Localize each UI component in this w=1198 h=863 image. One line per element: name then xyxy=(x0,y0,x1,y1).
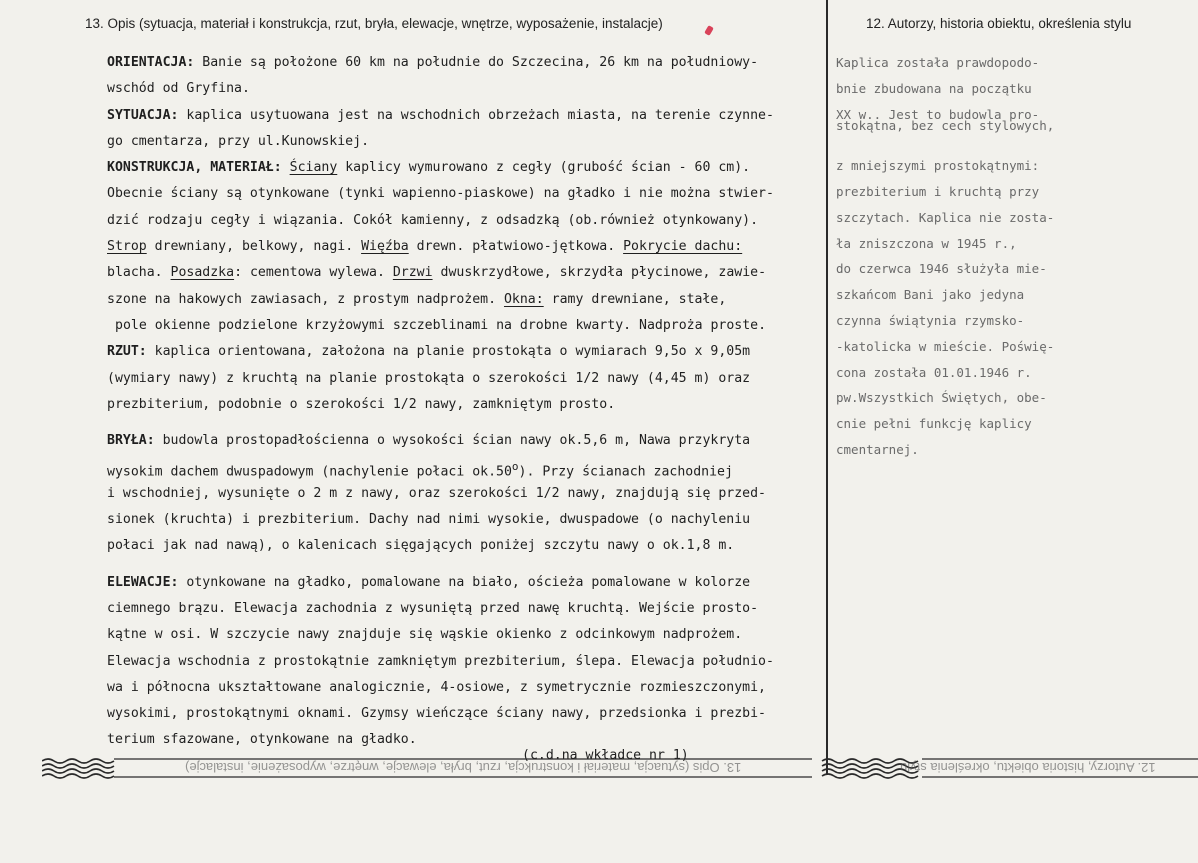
text-line: i wschodniej, wysunięte o 2 m z nawy, oraz szerokości 1/2 nawy, znajdują się przed- xyxy=(107,485,766,501)
text-line: BRYŁA: budowla prostopadłościenna o wysokości ścian nawy ok.5,6 m, Nawa przykryta xyxy=(107,433,751,449)
mirrored-header-imprint: 13. Opis (sytuacja, materiał i konstrukcja, rzut, bryła, elewacje, wnętrze, wyposażenie, instalacje) xyxy=(185,760,742,775)
text-line: bnie zbudowana na początku xyxy=(836,80,1032,96)
text-line: ELEWACJE: otynkowane na gładko, pomalowane na biało, ościeża pomalowane w kolorze xyxy=(107,574,751,590)
text-line: wysokimi, prostokątnymi oknami. Gzymsy wieńczące ściany nawy, przedsionka i prezbi- xyxy=(107,706,766,722)
text-line: Obecnie ściany są otynkowane (tynki wapienno-piaskowe) na gładko i nie można stwier- xyxy=(107,186,774,202)
text-line: stokątna, bez cech stylowych, xyxy=(836,118,1055,134)
text-line: z mniejszymi prostokątnymi: xyxy=(836,158,1040,174)
text-line: dzić rodzaju cegły i wiązania. Cokół kamienny, z odsadzką (ob.również otynkowany). xyxy=(107,212,759,228)
text-line: terium sfazowane, otynkowane na gładko. xyxy=(107,732,417,748)
description-section-header: 13. Opis (sytuacja, materiał i konstrukcja, rzut, bryła, elewacje, wnętrze, wyposażenie, instalacje) xyxy=(85,16,663,31)
text-line: pw.Wszystkich Świętych, obe- xyxy=(836,390,1047,406)
text-line: szone na hakowych zawiasach, z prostym nadprożem. Okna: ramy drewniane, stałe, xyxy=(107,291,727,307)
text-line: Kaplica została prawdopodo- xyxy=(836,55,1040,70)
description-text xyxy=(107,50,819,754)
text-line: KONSTRUKCJA, MATERIAŁ: Ściany kaplicy wymurowano z cegły (grubość ścian - 60 cm). xyxy=(107,160,751,176)
text-line: (wymiary nawy) z kruchtą na planie prostokąta o szerokości 1/2 nawy (4,45 m) oraz xyxy=(107,370,751,386)
text-line: SYTUACJA: kaplica usytuowana jest na wschodnich obrzeżach miasta, na terenie czynne- xyxy=(107,107,774,123)
mirrored-header-imprint: 12. Autorzy, historia obiektu, określenia stylu xyxy=(900,760,1156,775)
text-line: do czerwca 1946 służyła mie- xyxy=(836,261,1047,277)
text-line: Strop drewniany, belkowy, nagi. Więźba drewn. płatwiowo-jętkowa. Pokrycie dachu: xyxy=(107,239,743,255)
text-line: szkańcom Bani jako jedyna xyxy=(836,287,1025,303)
keyword: RZUT: xyxy=(107,344,147,360)
text-line: blacha. Posadzka: cementowa wylewa. Drzwi dwuskrzydłowe, skrzydła płycinowe, zawie- xyxy=(107,265,767,281)
text-line: -katolicka w mieście. Poświę- xyxy=(836,338,1055,354)
degree-mark: o xyxy=(511,460,519,474)
text-line: kątne w osi. W szczycie nawy znajduje się wąskie okienko z odcinkowym nadprożem. xyxy=(107,627,743,643)
text-line: cona została 01.01.1946 r. xyxy=(836,364,1032,380)
text-line: szczytach. Kaplica nie zosta- xyxy=(836,209,1055,225)
text-line: RZUT: kaplica orientowana, założona na planie prostokąta o wymiarach 9,5o x 9,05m xyxy=(107,344,751,360)
history-section-header: 12. Autorzy, historia obiektu, określenia stylu xyxy=(866,16,1132,31)
keyword: KONSTRUKCJA, MATERIAŁ: xyxy=(107,160,282,176)
text-line: wa i północna ukształtowane analogicznie, 4-osiowe, z symetrycznie rozmieszczonymi, xyxy=(107,679,766,695)
text-line: czynna świątynia rzymsko- xyxy=(836,312,1025,328)
text-line: wschód od Gryfina. xyxy=(107,81,250,97)
text-line: cnie pełni funkcję kaplicy xyxy=(836,416,1032,432)
text-line: połaci jak nad nawą), o kalenicach sięgających poniżej szczytu nawy o ok.1,8 m. xyxy=(107,538,735,554)
text-line: sionek (kruchta) i prezbiterium. Dachy nad nimi wysokie, dwuspadowe (o nachyleniu xyxy=(107,512,751,528)
keyword: ORIENTACJA: xyxy=(107,55,195,70)
text-line: pole okienne podzielone krzyżowymi szczeblinami na drobne kwarty. Nadproża proste. xyxy=(115,317,767,333)
paragraph-gap xyxy=(107,560,819,570)
keyword: BRYŁA: xyxy=(107,433,155,449)
keyword: ELEWACJE: xyxy=(107,574,179,590)
continuation-note: (c.d.na wkładce nr 1) xyxy=(522,748,689,763)
text-line: prezbiterium i kruchtą przy xyxy=(836,183,1040,199)
text-line: wysokim dachem dwuspadowym (nachylenie połaci ok.50$^o$). Przy ścianach zachodniej xyxy=(107,460,733,480)
text-line: Elewacja wschodnia z prostokątnie zamkniętym prezbiterium, ślepa. Elewacja południo- xyxy=(107,653,774,669)
text-line: XX w.. Jest to budowla pro- xyxy=(836,106,1040,122)
paragraph-gap xyxy=(107,418,819,428)
red-ink-mark xyxy=(704,25,714,36)
text-line: cmentarnej. xyxy=(836,441,919,457)
text-line: ciemnego brązu. Elewacja zachodnia z wysuniętą przed nawę kruchtą. Wejście prosto- xyxy=(107,600,759,616)
column-divider xyxy=(826,0,828,775)
keyword: SYTUACJA: xyxy=(107,107,179,123)
history-text xyxy=(836,50,1086,463)
text-line: ła zniszczona w 1945 r., xyxy=(836,235,1017,251)
text-line: ORIENTACJA: Banie są położone 60 km na południe do Szczecina, 26 km na południowy- xyxy=(107,55,759,70)
text-line: go cmentarza, przy ul.Kunowskiej. xyxy=(107,133,370,149)
text-line: prezbiterium, podobnie o szerokości 1/2 nawy, zamkniętym prosto. xyxy=(107,396,616,412)
